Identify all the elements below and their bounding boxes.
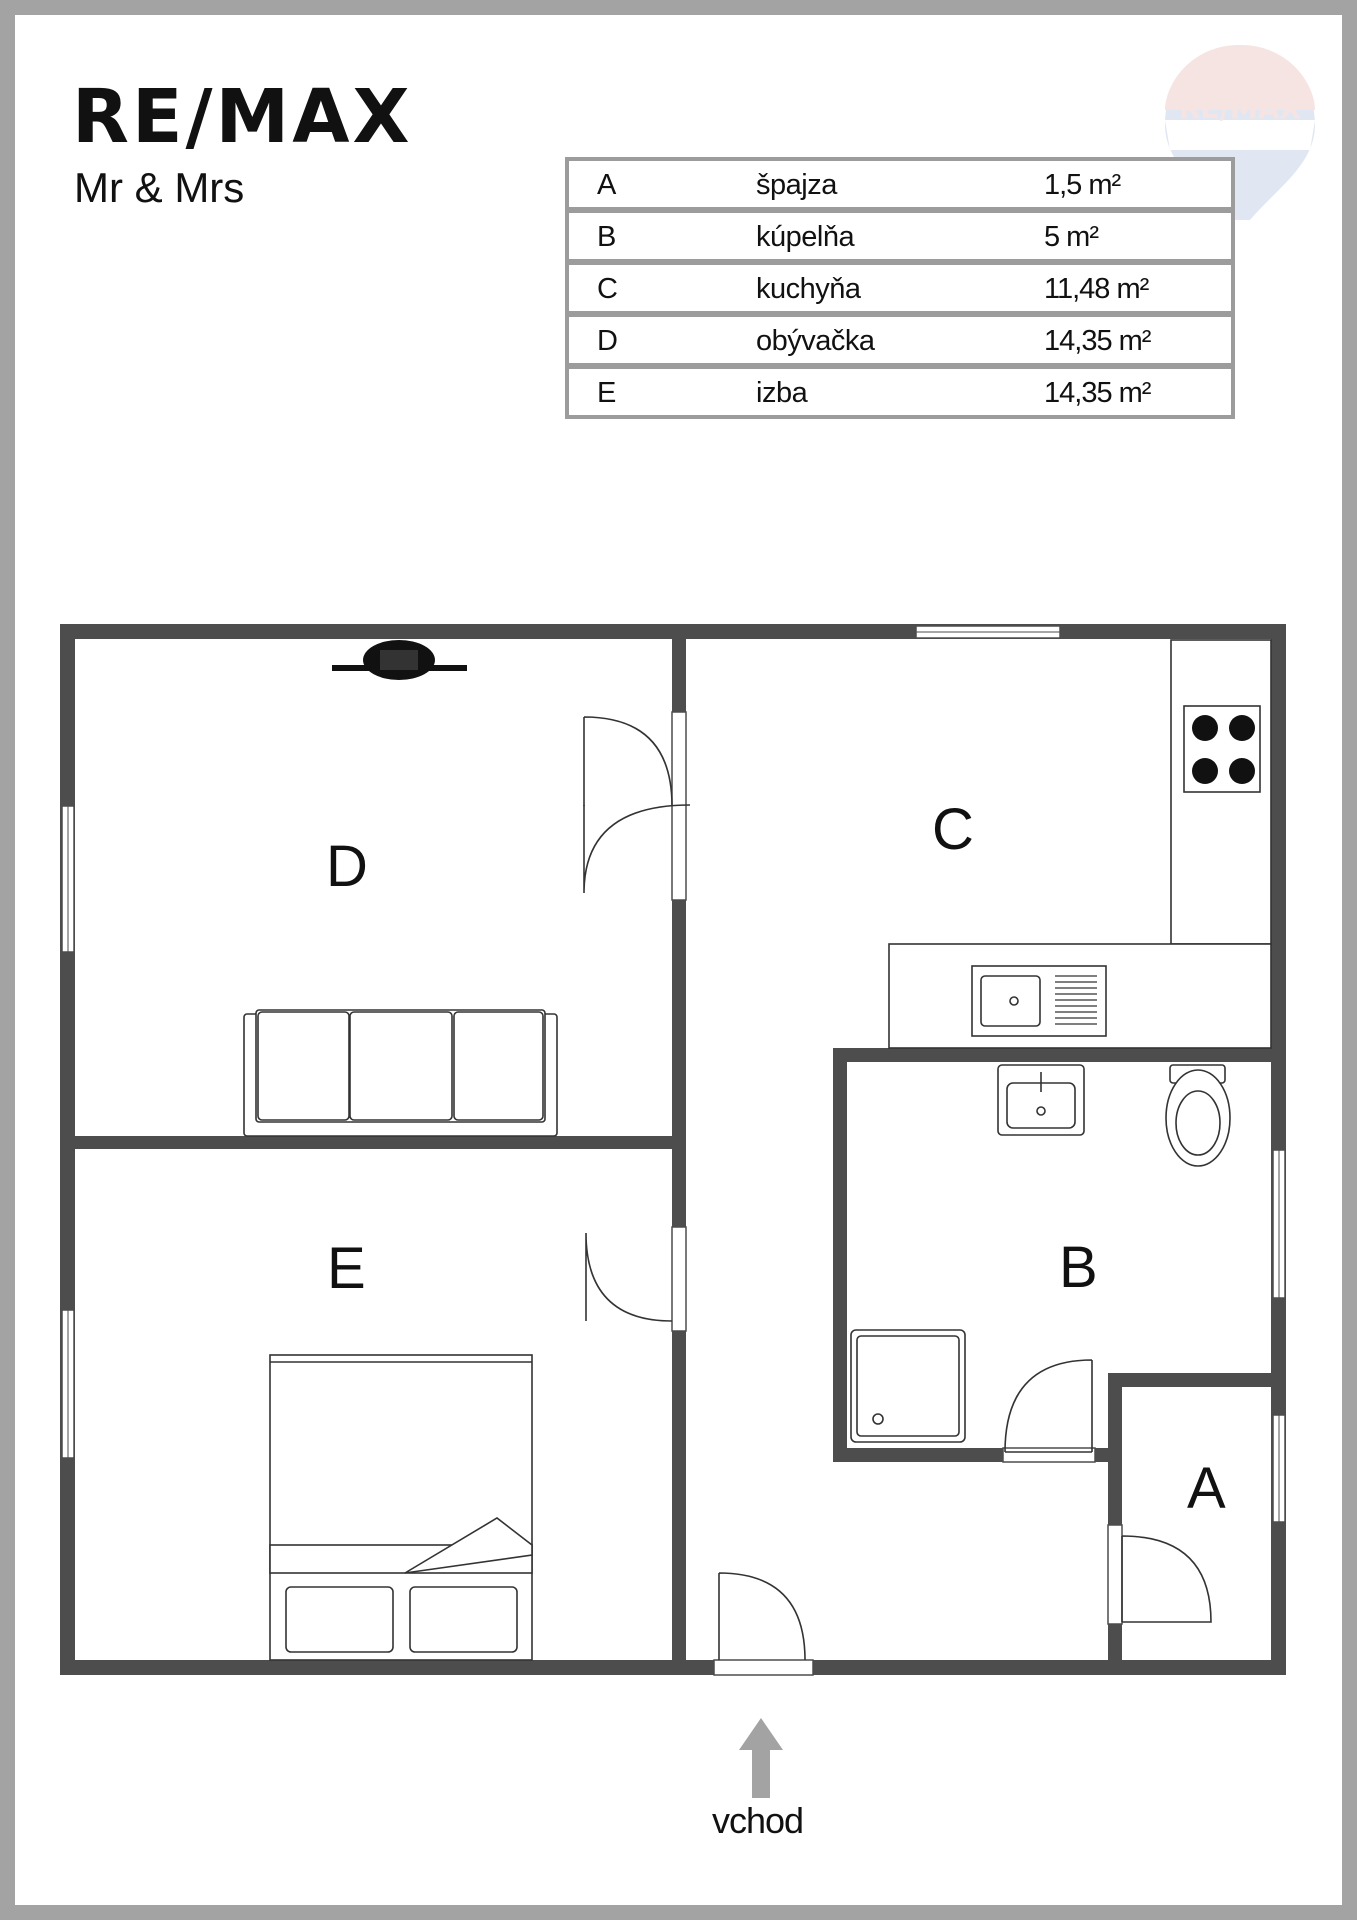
room-label-b: B <box>1059 1235 1098 1300</box>
door-opening-pantry <box>1108 1525 1122 1624</box>
wall-pantry-top <box>1108 1373 1286 1387</box>
wall-pantry-lower <box>1108 1624 1122 1675</box>
shower-icon <box>851 1330 965 1442</box>
room-name: špajza <box>756 169 837 201</box>
agency-name: Mr & Mrs <box>74 164 245 211</box>
room-name: obývačka <box>756 325 875 357</box>
sofa-icon <box>244 1010 557 1136</box>
room-letter: A <box>597 169 617 201</box>
room-area: 11,48 m² <box>1044 273 1149 305</box>
door-swing-entrance <box>719 1573 805 1660</box>
wall-bottom-right <box>813 1660 1286 1675</box>
door-opening-e <box>672 1227 686 1331</box>
entrance-label: vchod <box>712 1800 804 1841</box>
room-label-e: E <box>327 1236 366 1301</box>
room-letter: B <box>597 221 617 253</box>
door-swing-d-upper <box>584 717 672 806</box>
wall-pantry-upper <box>1108 1373 1122 1525</box>
room-name: izba <box>756 377 808 409</box>
room-name: kúpelňa <box>756 221 855 253</box>
wall-bath-top <box>833 1048 1286 1062</box>
wall-left <box>60 624 75 1675</box>
room-letter: C <box>597 273 618 305</box>
wall-d-e <box>60 1136 678 1149</box>
entrance-arrow-icon <box>739 1718 783 1798</box>
toilet-icon <box>1166 1065 1230 1166</box>
room-label-d: D <box>326 834 368 899</box>
room-letter: D <box>597 325 618 357</box>
watermark-text: RE/MAX <box>1178 92 1302 125</box>
door-swing-e <box>586 1233 672 1321</box>
door-opening-bath <box>1003 1448 1095 1462</box>
tv-icon <box>332 640 467 680</box>
door-opening-entrance <box>714 1660 813 1675</box>
room-label-c: C <box>932 797 974 862</box>
room-letter: E <box>597 377 617 409</box>
room-area: 1,5 m² <box>1044 169 1121 201</box>
wall-bath-bottom <box>833 1448 1003 1462</box>
room-name: kuchyňa <box>756 273 861 305</box>
door-swing-bath <box>1005 1360 1092 1452</box>
wall-bath-left <box>833 1048 847 1462</box>
wall-bottom-left <box>60 1660 714 1675</box>
room-area: 14,35 m² <box>1044 377 1151 409</box>
logo-wordmark: RE/MAX <box>72 74 413 160</box>
room-label-a: A <box>1187 1456 1226 1521</box>
stove-icon <box>1184 706 1260 792</box>
bed-icon <box>270 1355 532 1660</box>
room-area: 5 m² <box>1044 221 1098 253</box>
door-swing-pantry <box>1122 1536 1211 1622</box>
washbasin-icon <box>998 1065 1084 1135</box>
room-area: 14,35 m² <box>1044 325 1151 357</box>
